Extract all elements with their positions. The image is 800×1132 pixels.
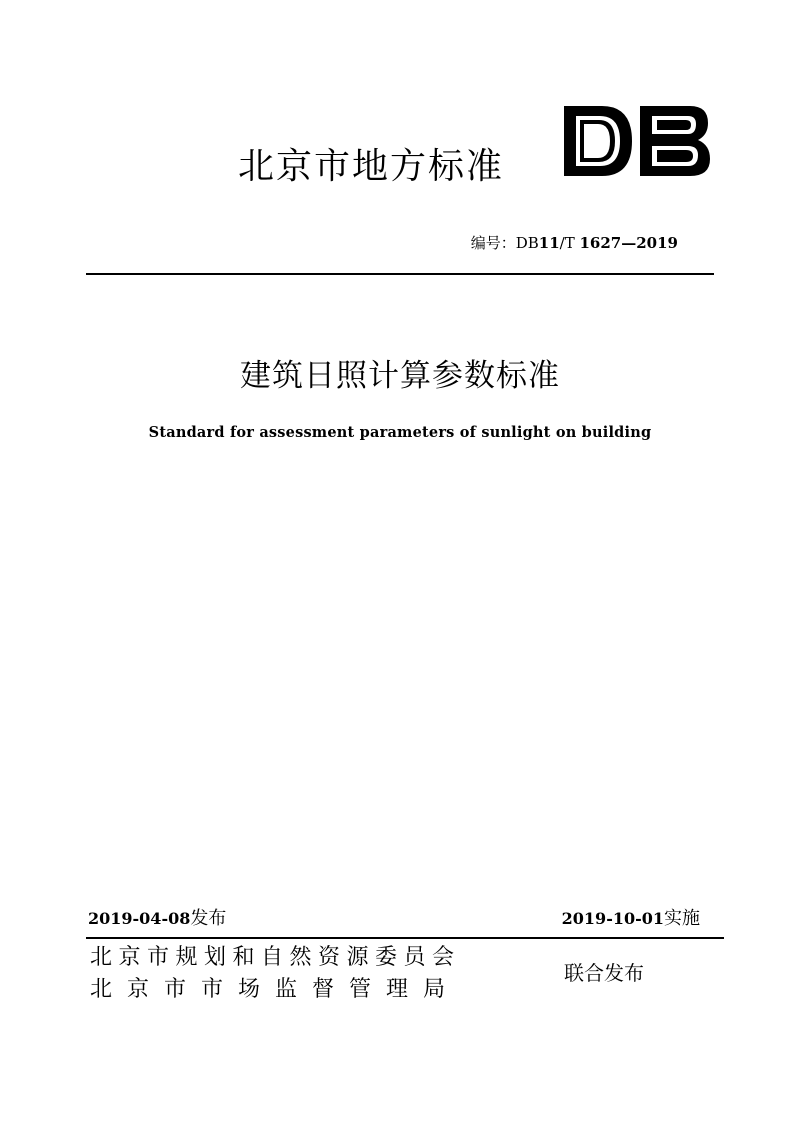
standard-code-label: 编号：DB — [470, 234, 539, 252]
db-logo — [562, 104, 712, 178]
top-divider — [86, 273, 714, 275]
effective-date-label: 实施 — [664, 908, 700, 929]
effective-date-value: 2019-10-01 — [561, 909, 664, 928]
issue-date — [88, 904, 226, 930]
document-subtitle-en: Standard for assessment parameters of sunlight on building — [148, 424, 652, 441]
standard-code-number: 1627—2019 — [579, 234, 678, 252]
document-title: 建筑日照计算参数标准 — [240, 358, 560, 394]
db-logo-letter-d — [564, 106, 632, 176]
joint-release-label: 联合发布 — [564, 961, 644, 985]
effective-date — [562, 904, 700, 930]
standard-category-title: 北京市地方标准 — [238, 146, 505, 187]
issue-date-label: 发布 — [190, 908, 227, 929]
standard-code-series: 11 — [538, 234, 560, 252]
publisher-2: 北京市市场监督管理局 — [90, 977, 461, 1002]
issue-date-value: 2019-04-08 — [88, 909, 191, 928]
standard-code-slash: /T — [559, 234, 580, 252]
standard-code — [471, 232, 678, 253]
publisher-1: 北京市规划和自然资源委员会 — [90, 945, 461, 970]
bottom-divider — [86, 937, 724, 939]
db-logo-letter-b — [640, 106, 710, 176]
